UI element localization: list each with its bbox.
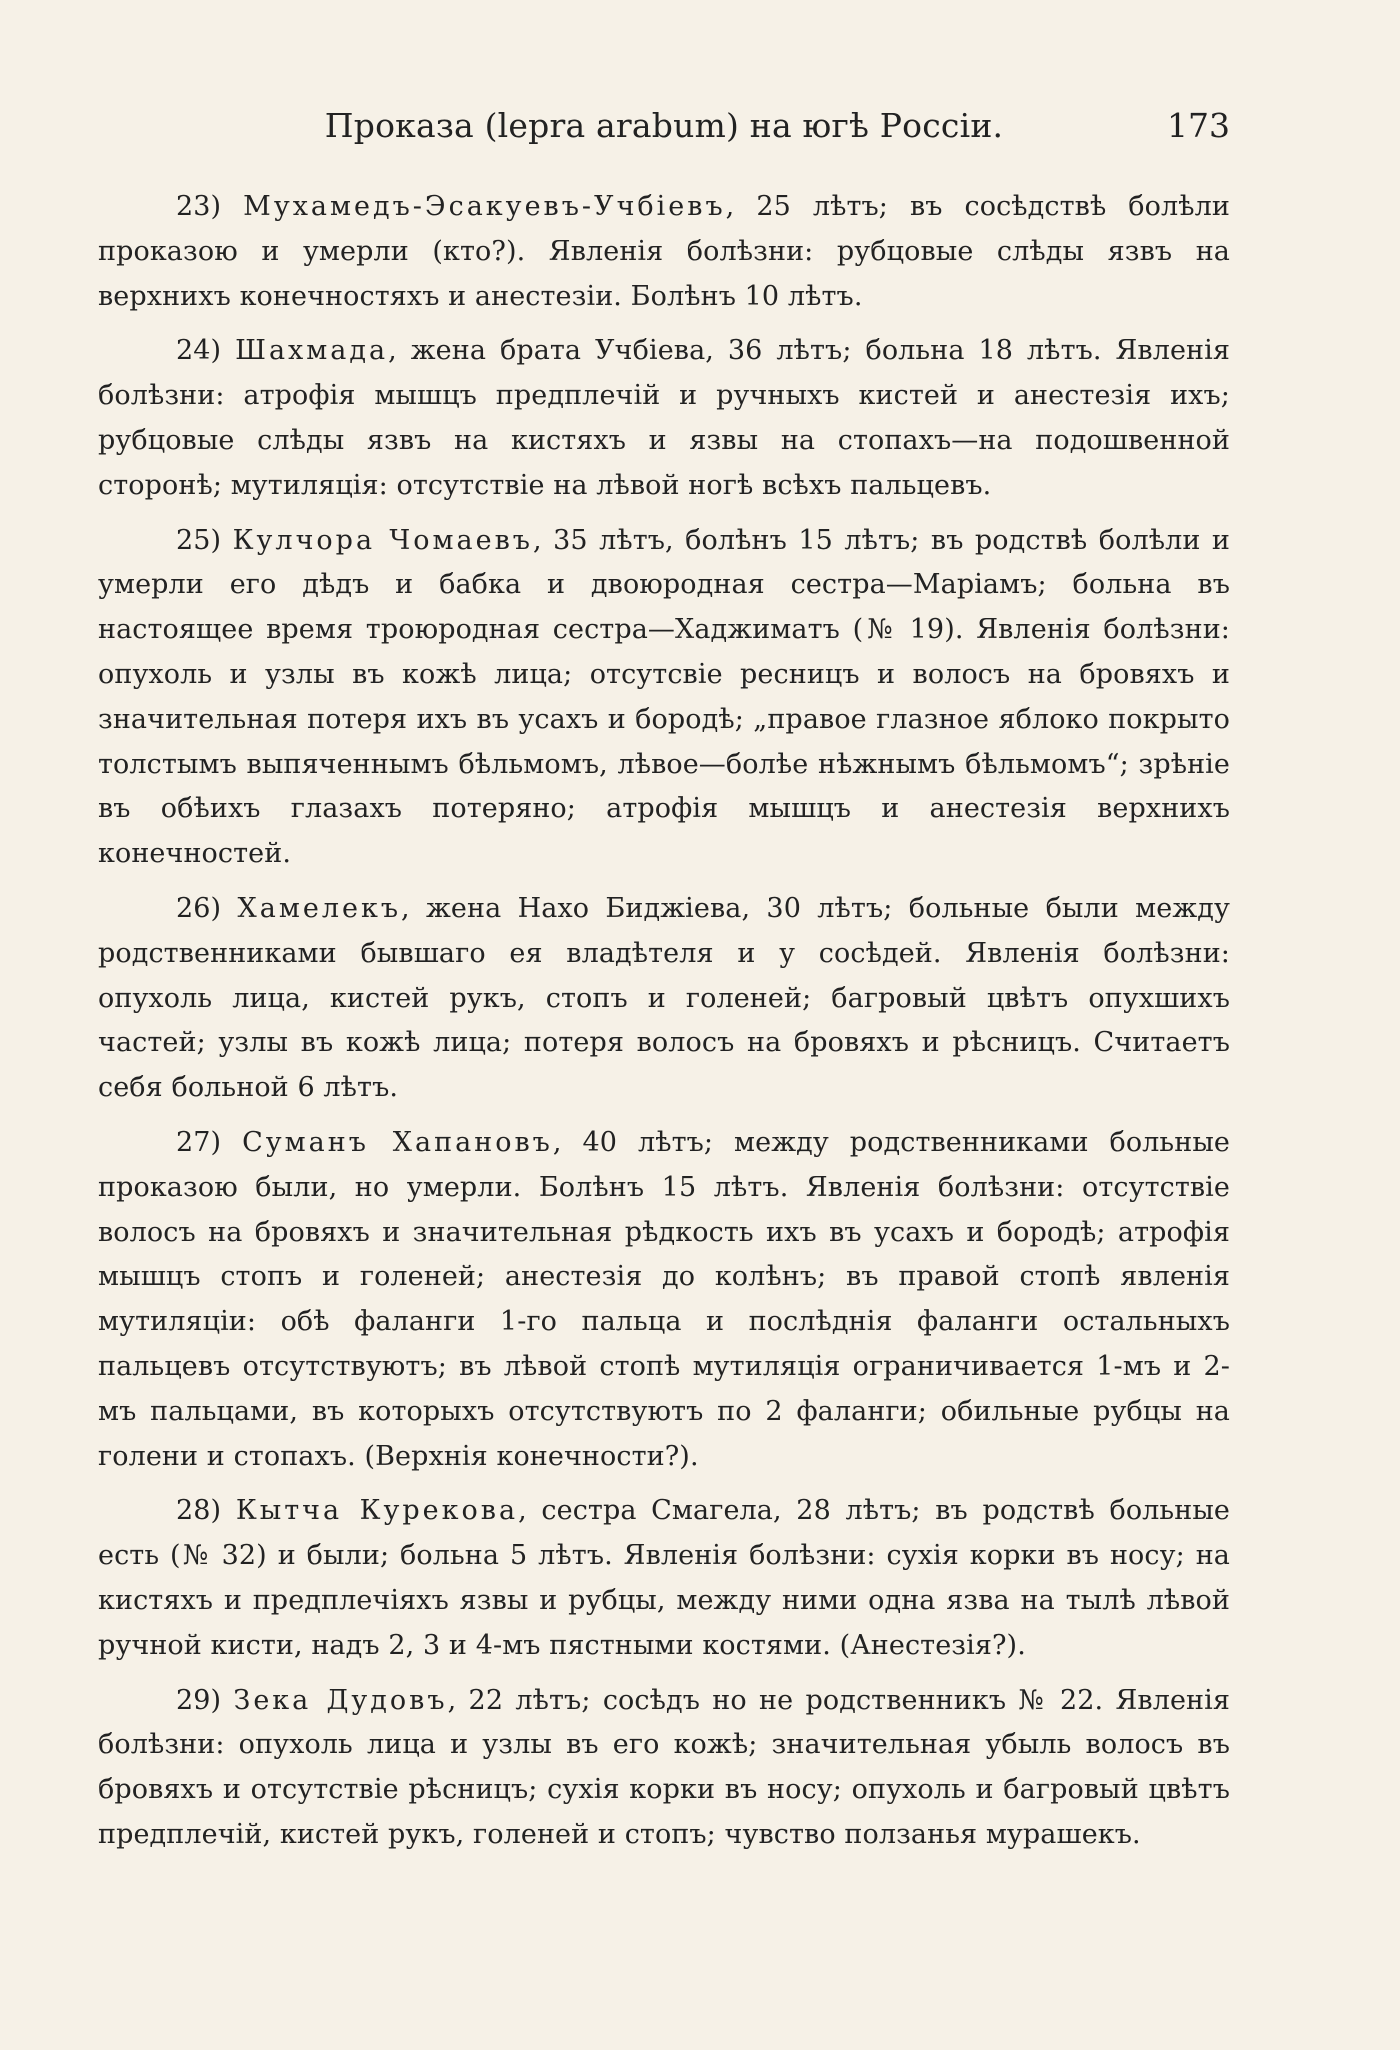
entry-27 bbox=[98, 1121, 1230, 1479]
patient-name: Хамелекъ bbox=[237, 892, 401, 924]
entry-25 bbox=[98, 519, 1230, 877]
entry-26 bbox=[98, 887, 1230, 1111]
patient-name: Кытча Курекова bbox=[235, 1495, 519, 1527]
patient-name: Кулчора Чомаевъ bbox=[232, 524, 533, 556]
entry-28 bbox=[98, 1489, 1230, 1668]
entry-number: 27) bbox=[176, 1126, 222, 1158]
entry-number: 25) bbox=[176, 524, 222, 556]
entry-text: , жена Нахо Биджіева, 30 лѣтъ; больные были между родственниками бывшаго ея владѣтеля и у сосѣдей. Явленія болѣзни: опухоль лица, кистей рукъ, стопъ и голеней; багровый цвѣтъ опухшихъ частей; узлы въ кожѣ лица; потеря волосъ на бровяхъ и рѣсницъ. Считаетъ себя больной 6 лѣтъ. bbox=[98, 892, 1230, 1104]
entry-24 bbox=[98, 329, 1230, 508]
entry-number: 26) bbox=[176, 892, 222, 924]
entry-number: 28) bbox=[176, 1495, 222, 1527]
running-title: Проказа (lepra arabum) на югѣ Россіи. bbox=[324, 106, 1004, 145]
entry-23 bbox=[98, 185, 1230, 319]
entry-number: 24) bbox=[176, 335, 222, 367]
page-header bbox=[98, 104, 1230, 148]
page-body bbox=[98, 185, 1230, 1868]
patient-name: Шахмада bbox=[235, 335, 389, 367]
entry-number: 29) bbox=[176, 1684, 222, 1716]
patient-name: Мухамедъ-Эсакуевъ-Учбіевъ bbox=[243, 191, 726, 222]
entry-text: , 35 лѣтъ, болѣнъ 15 лѣтъ; въ родствѣ болѣли и умерли его дѣдъ и бабка и двоюродная сестра—Маріамъ; больна въ настоящее время троюродная сестра—Хаджиматъ (№ 19). Явленія болѣзни: опухоль и узлы въ кожѣ лица; отсутсвіе ресницъ и волосъ на бровяхъ и значительная потеря ихъ въ усахъ и бородѣ; „правое глазное яблоко покрыто толстымъ выпяченнымъ бѣльмомъ, лѣвое—болѣе нѣжнымъ бѣльмомъ“; зрѣніе въ обѣихъ глазахъ потеряно; атрофія мышцъ и анестезія верхнихъ конечностей. bbox=[98, 524, 1230, 870]
page-number: 173 bbox=[1167, 106, 1230, 145]
entry-text: , жена брата Учбіева, 36 лѣтъ; больна 18 лѣтъ. Явленія болѣзни: атрофія мышцъ предплечій и ручныхъ кистей и анестезія ихъ; рубцовые слѣды язвъ на кистяхъ и язвы на стопахъ—на подошвенной сторонѣ; мутиляція: отсутствіе на лѣвой ногѣ всѣхъ пальцевъ. bbox=[98, 335, 1230, 501]
entry-text: , 40 лѣтъ; между родственниками больные проказою были, но умерли. Болѣнъ 15 лѣтъ. Явленія болѣзни: отсутствіе волосъ на бровяхъ и значительная рѣдкость ихъ въ усахъ и бородѣ; атрофія мышцъ стопъ и голеней; анестезія до колѣнъ; въ правой стопѣ явленія мутиляціи: обѣ фаланги 1-го пальца и послѣднія фаланги остальныхъ пальцевъ отсутствуютъ; въ лѣвой стопѣ мутиляція ограничивается 1-мъ и 2-мъ пальцами, въ которыхъ отсутствуютъ по 2 фаланги; обильные рубцы на голени и стопахъ. (Верхнія конечности?). bbox=[98, 1126, 1230, 1472]
entry-text: , 25 лѣтъ; въ сосѣдствѣ болѣли проказою и умерли (кто?). Явленія болѣзни: рубцовые слѣды язвъ на верхнихъ конечностяхъ и анестезіи. Болѣнъ 10 лѣтъ. bbox=[98, 191, 1230, 312]
patient-name: Суманъ Хапановъ bbox=[242, 1126, 553, 1158]
entry-number: 23) bbox=[176, 191, 222, 222]
patient-name: Зека Дудовъ bbox=[233, 1684, 448, 1716]
entry-29 bbox=[98, 1679, 1230, 1858]
entry-text: , 22 лѣтъ; сосѣдъ но не родственникъ № 22. Явленія болѣзни: опухоль лица и узлы въ его кожѣ; значительная убыль волосъ въ бровяхъ и отсутствіе рѣсницъ; сухія корки въ носу; опухоль и багровый цвѣтъ предплечій, кистей рукъ, голеней и стопъ; чувство ползанья мурашекъ. bbox=[98, 1684, 1230, 1850]
entry-text: , сестра Смагела, 28 лѣтъ; въ родствѣ больные есть (№ 32) и были; больна 5 лѣтъ. Явленія болѣзни: сухія корки въ носу; на кистяхъ и предплечіяхъ язвы и рубцы, между ними одна язва на тылѣ лѣвой ручной кисти, надъ 2, 3 и 4-мъ пястными костями. (Анестезія?). bbox=[98, 1495, 1230, 1661]
